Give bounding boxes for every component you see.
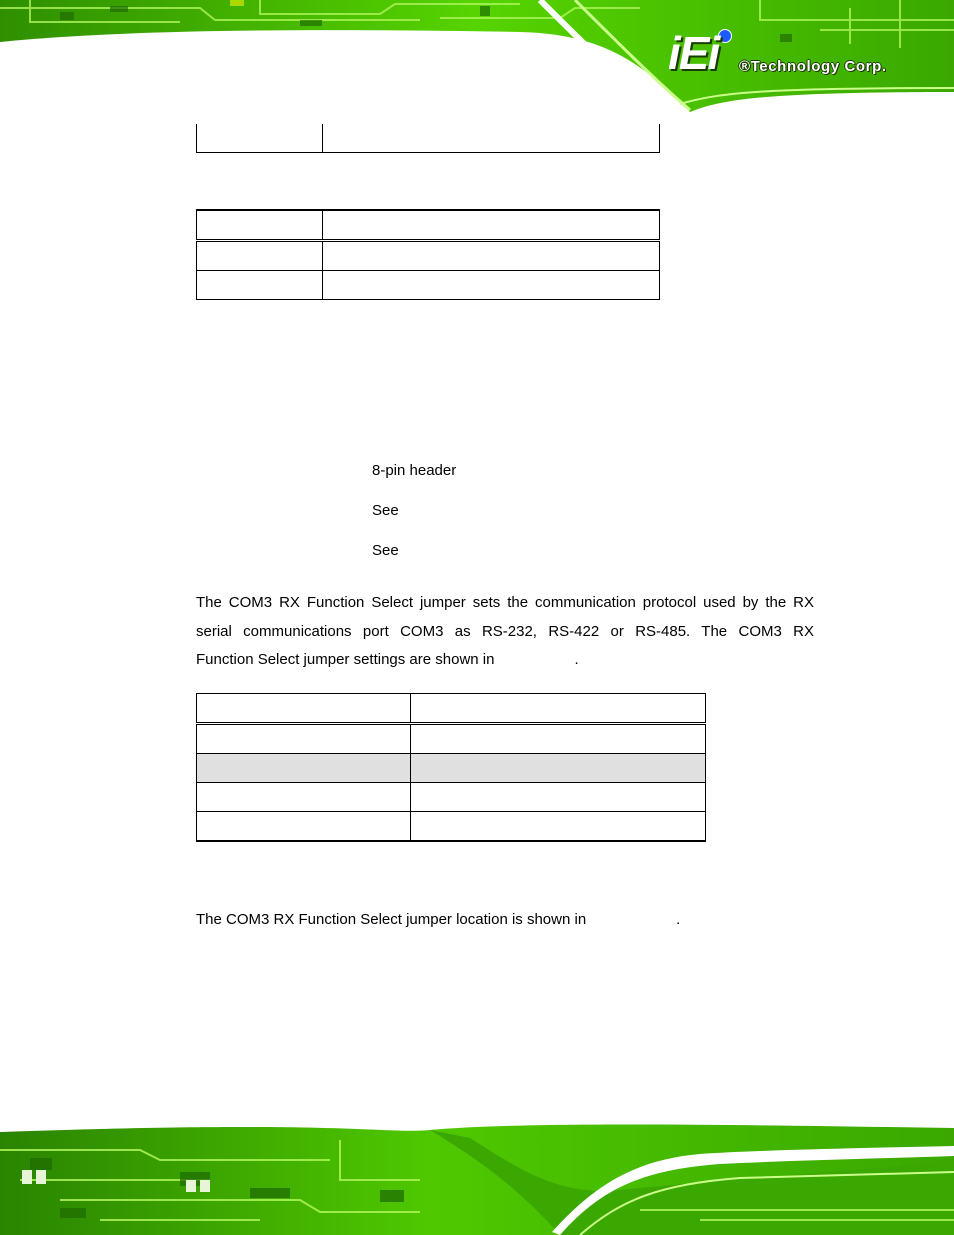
logo-dot-icon <box>718 29 732 43</box>
table-cell <box>197 754 411 783</box>
settings-table-small <box>196 209 660 300</box>
table-row <box>197 271 660 300</box>
table-cell <box>323 124 660 153</box>
page-footer-banner <box>0 1120 954 1235</box>
circuit-board-footer-graphic <box>0 1120 954 1235</box>
spec-see-2: See <box>372 542 399 559</box>
table-cell <box>411 724 706 754</box>
table-header-cell <box>197 210 323 241</box>
table-header-cell <box>323 210 660 241</box>
paragraph-line-period: . <box>574 651 579 668</box>
paragraph-line: serial communications port COM3 as RS-232, RS-422 or RS-485. The COM3 RX <box>196 622 814 640</box>
table-header-row <box>197 694 706 724</box>
table-header-row <box>197 210 660 241</box>
table-cell <box>197 241 323 271</box>
table-row <box>197 241 660 271</box>
table-cell <box>197 271 323 300</box>
paragraph-text: The COM3 RX Function Select jumper location is shown in <box>196 911 587 928</box>
table-row <box>197 812 706 842</box>
table-cell <box>197 724 411 754</box>
page-header-banner <box>0 0 954 112</box>
jumper-settings-table <box>196 693 706 842</box>
company-logo-mark: iEi <box>668 27 719 79</box>
paragraph-period: . <box>676 911 681 928</box>
paragraph-line: The COM3 RX Function Select jumper sets the communication protocol used by the RX <box>196 594 814 611</box>
table-cell <box>411 754 706 783</box>
circuit-board-header-graphic <box>0 0 954 112</box>
spec-see-1: See <box>372 502 399 519</box>
company-logo-text: ®Technology Corp. <box>739 58 887 75</box>
table-header-cell <box>411 694 706 724</box>
table-row <box>197 783 706 812</box>
table-header-cell <box>197 694 411 724</box>
table-cell <box>323 241 660 271</box>
table-cell <box>197 812 411 842</box>
paragraph-line-text: Function Select jumper settings are shown in <box>196 651 495 668</box>
table-row-highlighted <box>197 754 706 783</box>
spec-header-type: 8-pin header <box>372 462 457 479</box>
table-row <box>197 724 706 754</box>
table-cell <box>323 271 660 300</box>
paragraph-line <box>196 646 814 675</box>
body-paragraph-2 <box>196 911 680 928</box>
table-row <box>197 124 660 153</box>
body-paragraph-1 <box>196 589 814 675</box>
table-cell <box>411 783 706 812</box>
table-cell <box>197 124 323 153</box>
table-continued <box>196 124 660 153</box>
table-cell <box>197 783 411 812</box>
table-cell <box>411 812 706 842</box>
